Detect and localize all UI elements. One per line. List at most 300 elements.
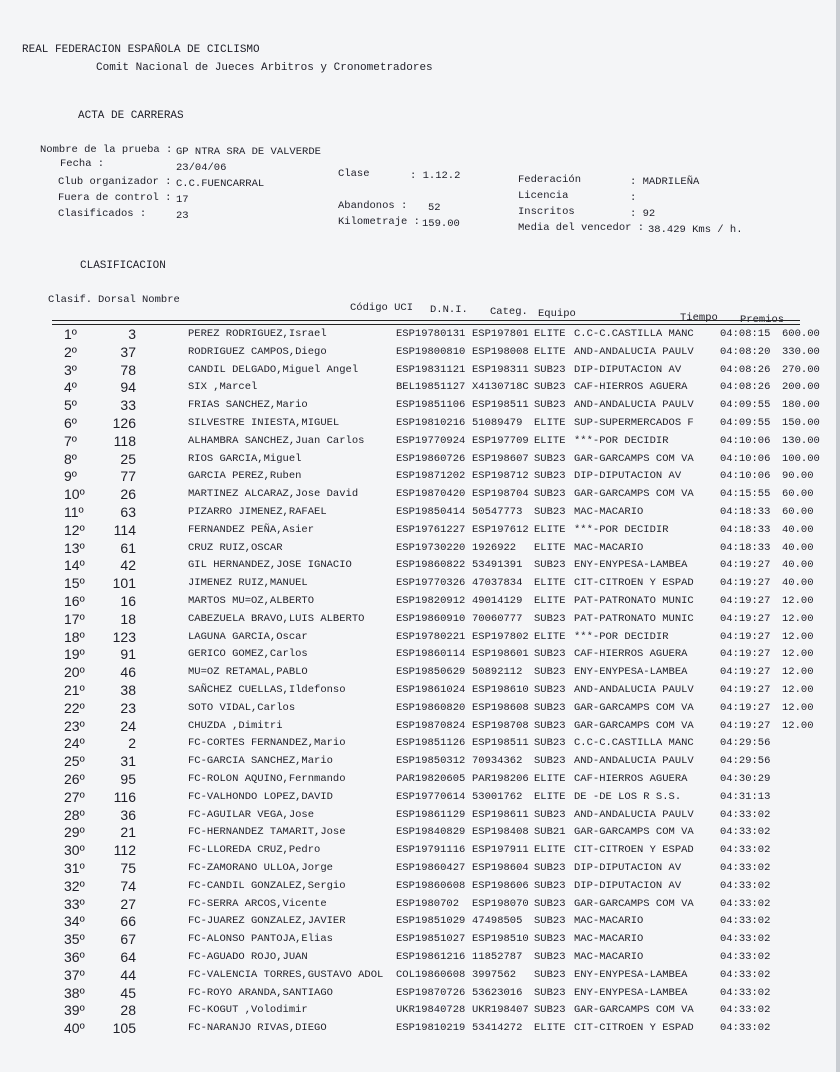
table-row [52, 610, 822, 630]
cell-prize: 60.00 [782, 506, 814, 518]
cell-category: ELITE [534, 434, 566, 447]
cell-category: SUB23 [534, 862, 566, 874]
cell-category: SUB23 [534, 986, 566, 999]
cell-dorsal: 27 [120, 895, 136, 912]
cell-dorsal: 118 [113, 432, 136, 449]
cell-dorsal: 44 [120, 966, 136, 983]
cell-name: ALHAMBRA SANCHEZ,Juan Carlos [188, 434, 365, 447]
fecha-label: Fecha : [60, 158, 105, 170]
col-equipo: Equipo [538, 308, 576, 320]
cell-uci-code: ESP19870726 [396, 986, 466, 999]
cell-dni: 49014129 [472, 595, 523, 607]
cell-category: SUB23 [534, 737, 566, 750]
cell-name: CABEZUELA BRAVO,LUIS ALBERTO [188, 612, 365, 625]
cell-uci-code: ESP19860822 [396, 559, 466, 572]
cell-name: CRUZ RUIZ,OSCAR [188, 541, 283, 554]
cell-time: 04:33:02 [720, 1022, 771, 1035]
cell-dorsal: 123 [112, 628, 136, 645]
cell-position: 14º [64, 557, 85, 574]
cell-dni: 70934362 [472, 755, 523, 768]
cell-prize: 100.00 [782, 452, 820, 465]
cell-position: 8º [64, 450, 77, 467]
cell-prize: 12.00 [782, 684, 814, 696]
cell-name: SILVESTRE INIESTA,MIGUEL [188, 417, 340, 429]
cell-category: SUB23 [534, 363, 566, 376]
cell-dorsal: 64 [120, 949, 136, 965]
cell-dni: 1926922 [472, 541, 517, 554]
table-row [52, 966, 822, 986]
cell-dorsal: 21 [120, 824, 136, 841]
cell-team: SUP-SUPERMERCADOS F [574, 417, 694, 429]
table-row [52, 521, 822, 541]
table-row [52, 806, 822, 826]
cell-name: FC-AGUADO ROJO,JUAN [188, 951, 308, 963]
cell-category: ELITE [534, 541, 566, 554]
cell-uci-code: ESP19761227 [396, 523, 466, 536]
cell-dorsal: 25 [120, 450, 136, 467]
cell-dni: 53491391 [472, 559, 523, 572]
cell-name: CANDIL DELGADO,Miguel Angel [188, 363, 359, 376]
cell-team: ENY-ENYPESA-LAMBEA [574, 986, 688, 999]
cell-team: GAR-GARCAMPS COM VA [574, 452, 694, 465]
cell-dorsal: 46 [120, 664, 136, 681]
table-row [52, 877, 822, 897]
cell-time: 04:09:55 [720, 399, 771, 412]
federation-name: REAL FEDERACION ESPAÑOLA DE CICLISMO [22, 44, 260, 56]
cell-position: 13º [64, 539, 85, 556]
cell-category: ELITE [534, 844, 566, 857]
fuera-value: 17 [176, 194, 189, 206]
table-row [52, 666, 822, 683]
cell-position: 28º [64, 806, 85, 823]
table-row [52, 628, 822, 648]
table-row [52, 699, 822, 719]
col-nombre: Nombre [142, 294, 180, 306]
cell-category: SUB23 [534, 897, 566, 910]
cell-position: 9º [64, 468, 77, 485]
cell-time: 04:30:29 [720, 773, 771, 785]
cell-uci-code: ESP19780221 [396, 630, 466, 643]
cell-dorsal: 28 [120, 1002, 136, 1019]
cell-dorsal: 16 [120, 593, 136, 609]
table-row [52, 844, 822, 861]
cell-name: FC-SERRA ARCOS,Vicente [188, 897, 327, 910]
cell-prize: 180.00 [782, 399, 820, 412]
cell-team: DIP-DIPUTACION AV [574, 862, 682, 874]
cell-dni: 53414272 [472, 1022, 523, 1035]
cell-dni: ESP198608 [472, 701, 529, 714]
table-row [52, 506, 822, 523]
cell-uci-code: ESP19860726 [396, 452, 466, 465]
cell-dni: ESP197801 [472, 328, 529, 340]
cell-uci-code: ESP19860608 [396, 879, 466, 892]
cell-name: CHUZDA ,Dimitri [188, 719, 283, 732]
cell-prize: 40.00 [782, 541, 814, 554]
cell-uci-code: ESP19861024 [396, 684, 466, 696]
cell-team: GAR-GARCAMPS COM VA [574, 897, 694, 910]
header-rule-top [52, 320, 800, 321]
cell-name: FC-ALONSO PANTOJA,Elias [188, 933, 333, 946]
cell-team: CAF-HIERROS AGUERA [574, 773, 688, 785]
table-row [52, 539, 822, 559]
cell-dni: ESP198008 [472, 345, 529, 358]
cell-uci-code: ESP19770924 [396, 434, 466, 447]
cell-team: GAR-GARCAMPS COM VA [574, 719, 694, 732]
cell-name: RIOS GARCIA,Miguel [188, 452, 302, 465]
cell-team: CAF-HIERROS AGUERA [574, 381, 688, 394]
table-row [52, 328, 822, 345]
cell-dorsal: 37 [120, 343, 136, 360]
cell-time: 04:19:27 [720, 684, 771, 696]
cell-time: 04:08:26 [720, 363, 771, 376]
cell-name: SAÑCHEZ CUELLAS,Ildefonso [188, 684, 346, 696]
prueba-label: Nombre de la prueba : [40, 144, 173, 156]
cell-position: 10º [64, 486, 85, 503]
cell-team: PAT-PATRONATO MUNIC [574, 595, 694, 607]
cell-position: 36º [64, 949, 85, 965]
cell-position: 15º [64, 575, 85, 592]
cell-dni: ESP198604 [472, 862, 529, 874]
cell-dorsal: 24 [120, 717, 136, 734]
cell-team: MAC-MACARIO [574, 915, 644, 928]
cell-uci-code: ESP19791116 [396, 844, 466, 857]
table-row [52, 773, 822, 790]
table-row [52, 717, 822, 737]
cell-dni: 47498505 [472, 915, 523, 928]
cell-dni: ESP198601 [472, 648, 529, 661]
cell-name: FC-NARANJO RIVAS,DIEGO [188, 1022, 327, 1035]
cell-dorsal: 23 [120, 699, 136, 716]
cell-category: SUB23 [534, 648, 566, 661]
cell-dorsal: 2 [128, 735, 136, 752]
cell-time: 04:33:02 [720, 933, 771, 946]
cell-prize: 90.00 [782, 470, 814, 483]
cell-time: 04:33:02 [720, 879, 771, 892]
cell-category: ELITE [534, 790, 566, 803]
cell-position: 38º [64, 984, 85, 1001]
cell-uci-code: ESP19861216 [396, 951, 466, 963]
cell-category: SUB23 [534, 399, 566, 412]
cell-position: 16º [64, 593, 85, 609]
cell-uci-code: ESP19861129 [396, 808, 466, 821]
cell-team: CAF-HIERROS AGUERA [574, 648, 688, 661]
table-row [52, 826, 822, 843]
cell-position: 11º [64, 504, 84, 520]
cell-position: 12º [64, 521, 85, 538]
cell-time: 04:33:02 [720, 986, 771, 999]
cell-category: SUB23 [534, 506, 566, 518]
cell-team: C.C-C.CASTILLA MANC [574, 328, 694, 340]
cell-time: 04:08:26 [720, 381, 771, 394]
cell-dni: 53623016 [472, 986, 523, 999]
cell-dni: ESP197612 [472, 523, 529, 536]
cell-name: FC-VALENCIA TORRES,GUSTAVO ADOL [188, 968, 384, 981]
cell-dorsal: 74 [120, 877, 136, 894]
cell-prize: 130.00 [782, 434, 820, 447]
cell-name: SOTO VIDAL,Carlos [188, 701, 296, 714]
table-row [52, 984, 822, 1004]
cell-name: MARTOS MU=OZ,ALBERTO [188, 595, 315, 607]
cell-category: ELITE [534, 630, 566, 643]
licencia-value: : [630, 192, 637, 204]
cell-uci-code: UKR19840728 [396, 1004, 466, 1017]
cell-prize: 12.00 [782, 666, 814, 679]
cell-dni: 50547773 [472, 506, 523, 518]
cell-dorsal: 101 [112, 575, 136, 592]
table-row [52, 648, 822, 665]
cell-team: MAC-MACARIO [574, 933, 644, 946]
cell-uci-code: ESP19860820 [396, 701, 466, 714]
cell-prize: 12.00 [782, 648, 814, 661]
cell-uci-code: ESP19860114 [396, 648, 466, 661]
cell-prize: 12.00 [782, 612, 814, 625]
cell-category: ELITE [534, 1022, 566, 1035]
cell-time: 04:33:02 [720, 897, 771, 910]
cell-name: FC-GARCIA SANCHEZ,Mario [188, 755, 333, 768]
document-title: ACTA DE CARRERAS [78, 110, 184, 122]
cell-position: 3º [64, 361, 77, 378]
cell-time: 04:19:27 [720, 559, 771, 572]
cell-uci-code: ESP19851029 [396, 915, 466, 928]
table-row [52, 381, 822, 398]
cell-team: GAR-GARCAMPS COM VA [574, 1004, 694, 1017]
cell-name: FRIAS SANCHEZ,Mario [188, 399, 308, 412]
cell-time: 04:19:27 [720, 630, 771, 643]
cell-dorsal: 66 [120, 913, 136, 930]
cell-position: 20º [64, 664, 85, 681]
federacion-label: Federación [518, 174, 582, 186]
cell-category: ELITE [534, 595, 566, 607]
prueba-value: GP NTRA SRA DE VALVERDE [176, 146, 321, 158]
cell-category: ELITE [534, 417, 566, 429]
cell-dni: 50892112 [472, 666, 523, 679]
cell-team: C.C-C.CASTILLA MANC [574, 737, 694, 750]
cell-dorsal: 26 [120, 486, 136, 503]
cell-name: FC-CORTES FERNANDEZ,Mario [188, 737, 346, 750]
header-rule-bottom [52, 324, 800, 325]
cell-uci-code: COL19860608 [396, 968, 466, 981]
cell-time: 04:10:06 [720, 434, 771, 447]
cell-position: 2º [64, 343, 77, 360]
col-categ: Categ. [490, 306, 528, 318]
cell-uci-code: ESP19850312 [396, 755, 466, 768]
cell-time: 04:19:27 [720, 701, 771, 714]
cell-position: 35º [64, 931, 85, 948]
cell-uci-code: ESP19820912 [396, 595, 466, 607]
cell-time: 04:19:27 [720, 666, 771, 679]
cell-uci-code: ESP19871202 [396, 470, 466, 483]
cell-category: ELITE [534, 345, 566, 358]
cell-dorsal: 31 [120, 753, 136, 770]
cell-dorsal: 36 [120, 806, 136, 823]
cell-time: 04:33:02 [720, 808, 771, 821]
cell-prize: 12.00 [782, 701, 814, 714]
cell-dorsal: 63 [120, 504, 136, 520]
table-row [52, 417, 822, 434]
cell-name: SIX ,Marcel [188, 381, 258, 394]
cell-team: ENY-ENYPESA-LAMBEA [574, 559, 688, 572]
table-row [52, 788, 822, 808]
cell-uci-code: ESP19770614 [396, 790, 466, 803]
cell-position: 6º [64, 415, 77, 431]
cell-team: AND-ANDALUCIA PAULV [574, 345, 694, 358]
inscritos-label: Inscritos [518, 206, 575, 218]
cell-name: FC-ROYO ARANDA,SANTIAGO [188, 986, 333, 999]
cell-prize: 40.00 [782, 523, 814, 536]
cell-dni: ESP198606 [472, 879, 529, 892]
cell-category: SUB21 [534, 826, 566, 839]
table-row [52, 470, 822, 487]
cell-uci-code: ESP19860910 [396, 612, 466, 625]
cell-time: 04:33:02 [720, 826, 771, 839]
cell-dni: 3997562 [472, 968, 517, 981]
cell-time: 04:19:27 [720, 595, 771, 607]
cell-time: 04:10:06 [720, 470, 771, 483]
cell-uci-code: ESP19770326 [396, 577, 466, 590]
cell-time: 04:31:13 [720, 790, 771, 803]
cell-dni: ESP198511 [472, 737, 529, 750]
cell-dni: 11852787 [472, 951, 523, 963]
cell-team: PAT-PATRONATO MUNIC [574, 612, 694, 625]
cell-team: MAC-MACARIO [574, 506, 644, 518]
cell-uci-code: ESP19851106 [396, 399, 466, 412]
cell-time: 04:33:02 [720, 844, 771, 857]
fuera-label: Fuera de control : [58, 192, 172, 204]
cell-category: ELITE [534, 523, 566, 536]
cell-time: 04:18:33 [720, 541, 771, 554]
cell-position: 25º [64, 753, 85, 770]
table-row [52, 1004, 822, 1021]
cell-dni: ESP198311 [472, 363, 529, 376]
cell-dorsal: 67 [120, 931, 136, 948]
cell-dni: ESP197802 [472, 630, 529, 643]
clase-label: Clase [338, 168, 370, 180]
col-tiempo: Tiempo [680, 312, 718, 324]
cell-position: 40º [64, 1020, 85, 1037]
cell-time: 04:19:27 [720, 612, 771, 625]
cell-dni: ESP198408 [472, 826, 529, 839]
cell-name: FC-JUAREZ GONZALEZ,JAVIER [188, 915, 346, 928]
cell-dorsal: 18 [120, 610, 136, 627]
cell-name: PEREZ RODRIGUEZ,Israel [188, 328, 327, 340]
cell-uci-code: BEL19851127 [396, 381, 466, 394]
cell-dorsal: 105 [112, 1020, 136, 1037]
cell-category: SUB23 [534, 612, 566, 625]
cell-time: 04:08:20 [720, 345, 771, 358]
cell-dorsal: 94 [120, 379, 136, 396]
cell-dni: ESP198704 [472, 488, 529, 501]
cell-uci-code: ESP19851126 [396, 737, 466, 750]
cell-dorsal: 116 [113, 788, 136, 805]
cell-team: MAC-MACARIO [574, 951, 644, 963]
cell-time: 04:33:02 [720, 915, 771, 928]
cell-dorsal: 91 [120, 646, 136, 663]
cell-uci-code: ESP19800810 [396, 345, 466, 358]
cell-name: GIL HERNANDEZ,JOSE IGNACIO [188, 559, 352, 572]
cell-team: CIT-CITROEN Y ESPAD [574, 577, 694, 590]
cell-dorsal: 33 [120, 397, 136, 414]
table-row [52, 915, 822, 932]
clasificados-value: 23 [176, 210, 189, 222]
cell-category: SUB23 [534, 684, 566, 696]
cell-dni: PAR198206 [472, 773, 529, 785]
cell-category: ELITE [534, 773, 566, 785]
cell-category: SUB23 [534, 808, 566, 821]
table-row [52, 595, 822, 612]
cell-prize: 150.00 [782, 417, 820, 429]
cell-dni: 70060777 [472, 612, 523, 625]
cell-team: CIT-CITROEN Y ESPAD [574, 1022, 694, 1035]
cell-uci-code: ESP19851027 [396, 933, 466, 946]
cell-dorsal: 45 [120, 984, 136, 1001]
cell-time: 04:33:02 [720, 1004, 771, 1017]
inscritos-value: : 92 [630, 208, 656, 220]
cell-uci-code: ESP19870420 [396, 488, 466, 501]
table-row [52, 450, 822, 470]
cell-prize: 60.00 [782, 488, 814, 501]
cell-position: 17º [64, 610, 85, 627]
cell-dorsal: 114 [113, 521, 136, 538]
cell-name: FC-KOGUT ,Volodimir [188, 1004, 308, 1017]
table-row [52, 399, 822, 416]
cell-position: 23º [64, 717, 85, 734]
table-row [52, 862, 822, 879]
table-row [52, 684, 822, 701]
cell-category: SUB23 [534, 719, 566, 732]
cell-prize: 330.00 [782, 345, 820, 358]
cell-time: 04:33:02 [720, 968, 771, 981]
cell-dni: ESP198510 [472, 933, 529, 946]
cell-position: 37º [64, 966, 85, 983]
cell-position: 4º [64, 379, 77, 396]
col-dorsal: Dorsal [98, 294, 136, 306]
cell-name: FC-VALHONDO LOPEZ,DAVID [188, 790, 333, 803]
cell-uci-code: PAR19820605 [396, 773, 466, 785]
fecha-value: 23/04/06 [176, 162, 227, 174]
media-label: Media del vencedor : [518, 222, 645, 234]
cell-prize: 12.00 [782, 630, 814, 643]
club-value: C.C.FUENCARRAL [176, 178, 265, 190]
cell-team: GAR-GARCAMPS COM VA [574, 488, 694, 501]
cell-team: ENY-ENYPESA-LAMBEA [574, 666, 688, 679]
cell-team: ***-POR DECIDIR [574, 434, 669, 447]
section-title: CLASIFICACION [80, 260, 166, 272]
table-row [52, 432, 822, 452]
licencia-label: Licencia [518, 190, 569, 202]
abandonos-label: Abandonos : [338, 200, 408, 212]
cell-dorsal: 78 [120, 361, 136, 378]
col-uci: Código UCI [350, 302, 414, 314]
cell-prize: 600.00 [782, 328, 820, 340]
cell-name: FERNANDEZ PEÑA,Asier [188, 523, 315, 536]
cell-name: FC-CANDIL GONZALEZ,Sergio [188, 879, 346, 892]
cell-category: SUB23 [534, 701, 566, 714]
cell-prize: 270.00 [782, 363, 820, 376]
cell-time: 04:33:02 [720, 862, 771, 874]
cell-uci-code: ESP19850629 [396, 666, 466, 679]
cell-category: ELITE [534, 328, 566, 340]
cell-category: SUB23 [534, 452, 566, 465]
cell-prize: 40.00 [782, 577, 814, 590]
cell-name: FC-AGUILAR VEGA,Jose [188, 808, 315, 821]
cell-position: 7º [64, 432, 77, 449]
cell-uci-code: ESP19850414 [396, 506, 466, 518]
clasificados-label: Clasificados : [58, 208, 147, 220]
kilometraje-value: 159.00 [422, 218, 460, 230]
cell-dorsal: 95 [120, 771, 136, 787]
cell-dni: ESP198607 [472, 452, 529, 465]
cell-team: ***-POR DECIDIR [574, 523, 669, 536]
